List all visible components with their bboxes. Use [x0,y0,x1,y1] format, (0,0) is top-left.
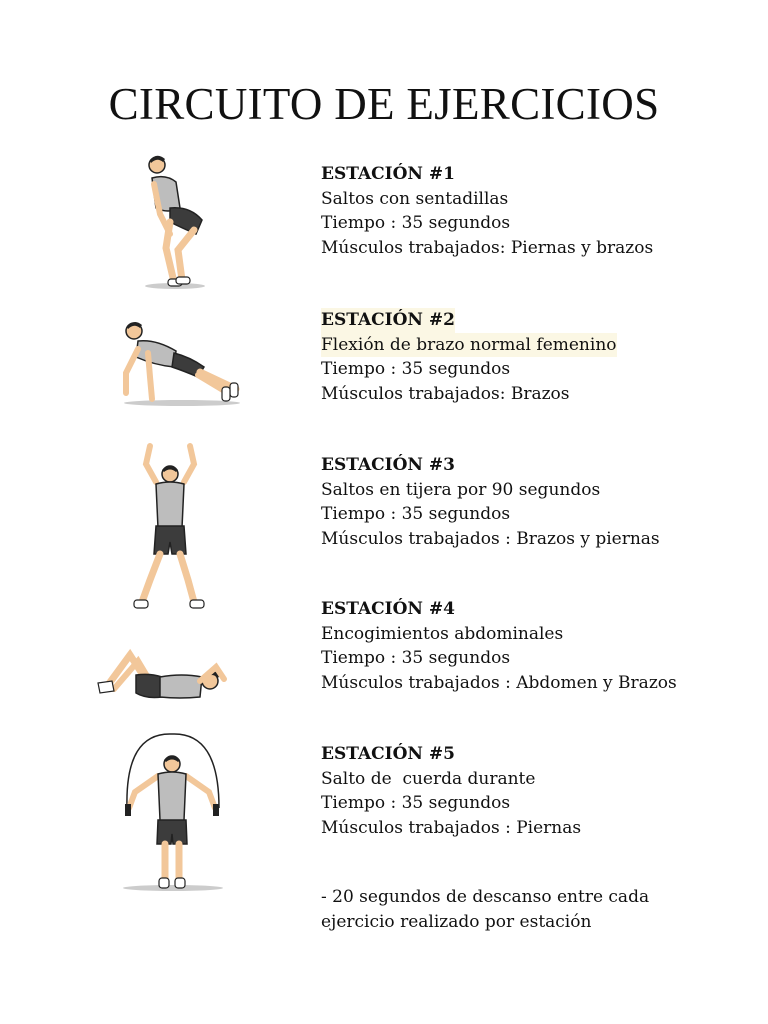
station-exercise: Salto de cuerda durante [321,768,536,789]
station-muscles: Músculos trabajados : Abdomen y Brazos [321,672,677,693]
squat-jump-figure [130,152,220,292]
station-muscles: Músculos trabajados : Piernas [321,817,582,838]
station-heading: ESTACIÓN #5 [321,744,455,764]
rest-note-line-1: - 20 segundos de descanso entre cada [321,887,650,907]
station-2 [321,308,617,406]
crunch-figure [92,645,237,705]
station-heading: ESTACIÓN #3 [321,455,455,475]
station-5 [321,742,581,840]
station-time: Tiempo : 35 segundos [321,213,511,233]
jumping-jack-figure [130,442,210,617]
station-1 [321,162,653,260]
station-3 [321,453,660,551]
station-muscles: Músculos trabajados: Brazos [321,383,570,404]
station-time: Tiempo : 35 segundos [321,359,511,379]
station-time: Tiempo : 35 segundos [321,793,511,813]
station-time: Tiempo : 35 segundos [321,648,511,668]
station-heading: ESTACIÓN #2 [321,308,455,333]
page-title: CIRCUITO DE EJERCICIOS [108,79,660,129]
station-time: Tiempo : 35 segundos [321,504,511,524]
rest-note-line-2: ejercicio realizado por estación [321,911,592,932]
station-exercise: Encogimientos abdominales [321,623,564,644]
station-exercise: Flexión de brazo normal femenino [321,333,617,358]
station-4 [321,597,677,695]
station-muscles: Músculos trabajados : Brazos y piernas [321,528,660,549]
station-heading: ESTACIÓN #4 [321,599,455,619]
station-exercise: Saltos en tijera por 90 segundos [321,479,601,500]
push-up-figure [112,315,247,410]
rest-note [321,885,649,934]
jump-rope-figure [115,728,230,898]
station-muscles: Músculos trabajados: Piernas y brazos [321,237,654,258]
station-heading: ESTACIÓN #1 [321,164,455,184]
station-exercise: Saltos con sentadillas [321,188,509,209]
